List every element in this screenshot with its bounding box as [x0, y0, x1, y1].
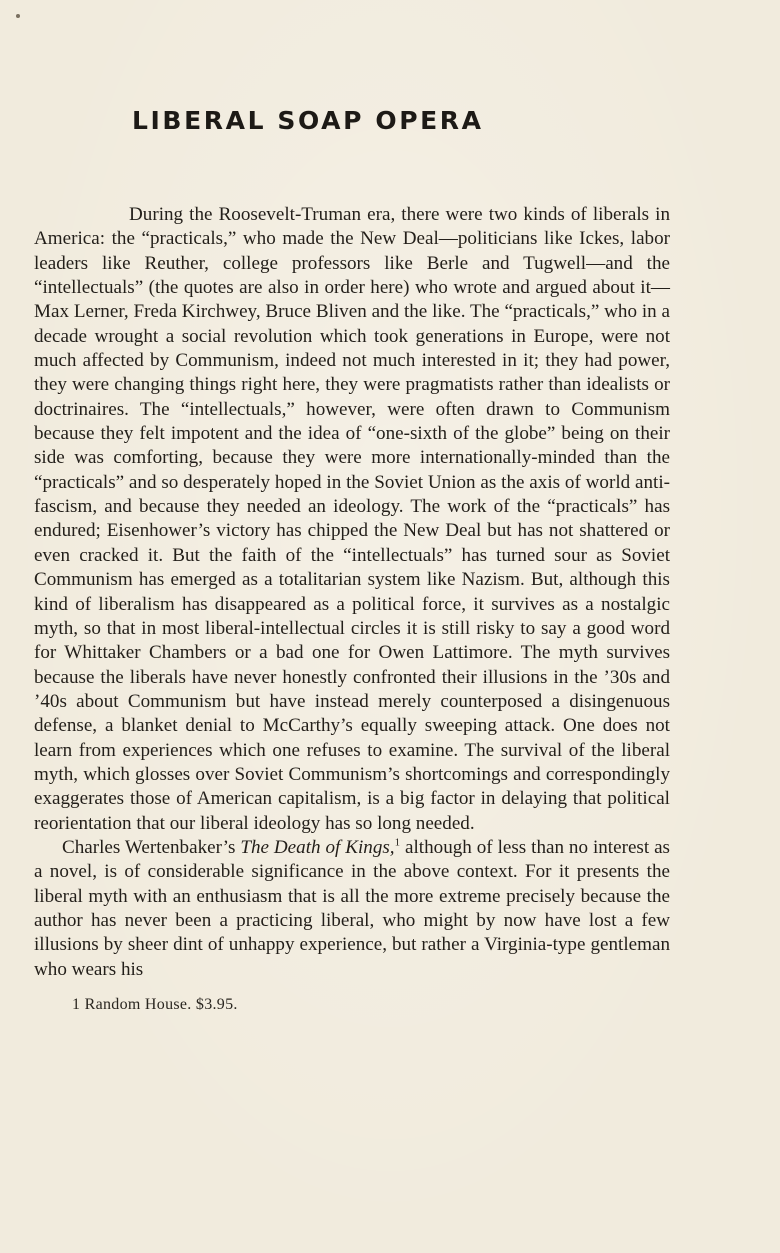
footnote-mark: 1	[394, 836, 401, 849]
paragraph-2	[34, 836, 670, 982]
paragraph-2-lead: Charles Wertenbaker’s	[62, 836, 236, 858]
paragraph-2-rest: although of less than no interest as a novel, is of considerable significance in the above context. For it presents the liberal myth with an enthusiasm that is all the more extreme precisely because the author has never been a practicing liberal, who might by now have lost a few illusions by sheer dint of unhappy experience, but rather a Virginia-type gentleman who wears his	[34, 836, 670, 980]
page-speck	[16, 14, 20, 18]
book-title: The Death of Kings,	[240, 836, 395, 858]
body-text	[34, 203, 670, 982]
paragraph-1: During the Roosevelt-Truman era, there were two kinds of liberals in America: the “practicals,” who made the New Deal—politicians like Ickes, labor leaders like Reuther, college professors like Berle and Tugwell—and the “intellectuals” (the quotes are also in order here) who wrote and argued about it—Max Lerner, Freda Kirchwey, Bruce Bliven and the like. The “practicals,” who in a decade wrought a social revolution which took generations in Europe, were not much affected by Communism, indeed not much interested in it; they had power, they were changing things right here, they were pragmatists rather than idealists or doctrinaires. The “intellectuals,” however, were often drawn to Communism because they felt impotent and the idea of “one-sixth of the globe” being on their side was comforting, because they were more internationally-minded than the “practicals” and so desperately hoped in the Soviet Union as the axis of world anti-fascism, and because they needed an ideology. The work of the “practicals” has endured; Eisenhower’s victory has chipped the New Deal but has not shattered or even cracked it. But the faith of the “intellectuals” has turned sour as Soviet Communism has emerged as a totalitarian system like Nazism. But, although this kind of liberalism has disappeared as a political force, it survives as a nostalgic myth, so that in most liberal-intellectual circles it is still risky to say a good word for Whittaker Chambers or a bad one for Owen Lattimore. The myth survives because the liberals have never honestly confronted their illusions in the ’30s and ’40s about Communism but have instead merely counterposed a disingenuous defense, a blanket denial to McCarthy’s equally sweeping attack. One does not learn from experiences which one refuses to examine. The survival of the liberal myth, which glosses over Soviet Communism’s shortcomings and correspondingly exaggerates those of American capitalism, is a big factor in delaying that political reorientation that our liberal ideology has so long needed.	[34, 204, 670, 834]
chapter-title: LIBERAL SOAP OPERA	[132, 106, 484, 135]
footnote: 1 Random House. $3.95.	[72, 996, 238, 1013]
